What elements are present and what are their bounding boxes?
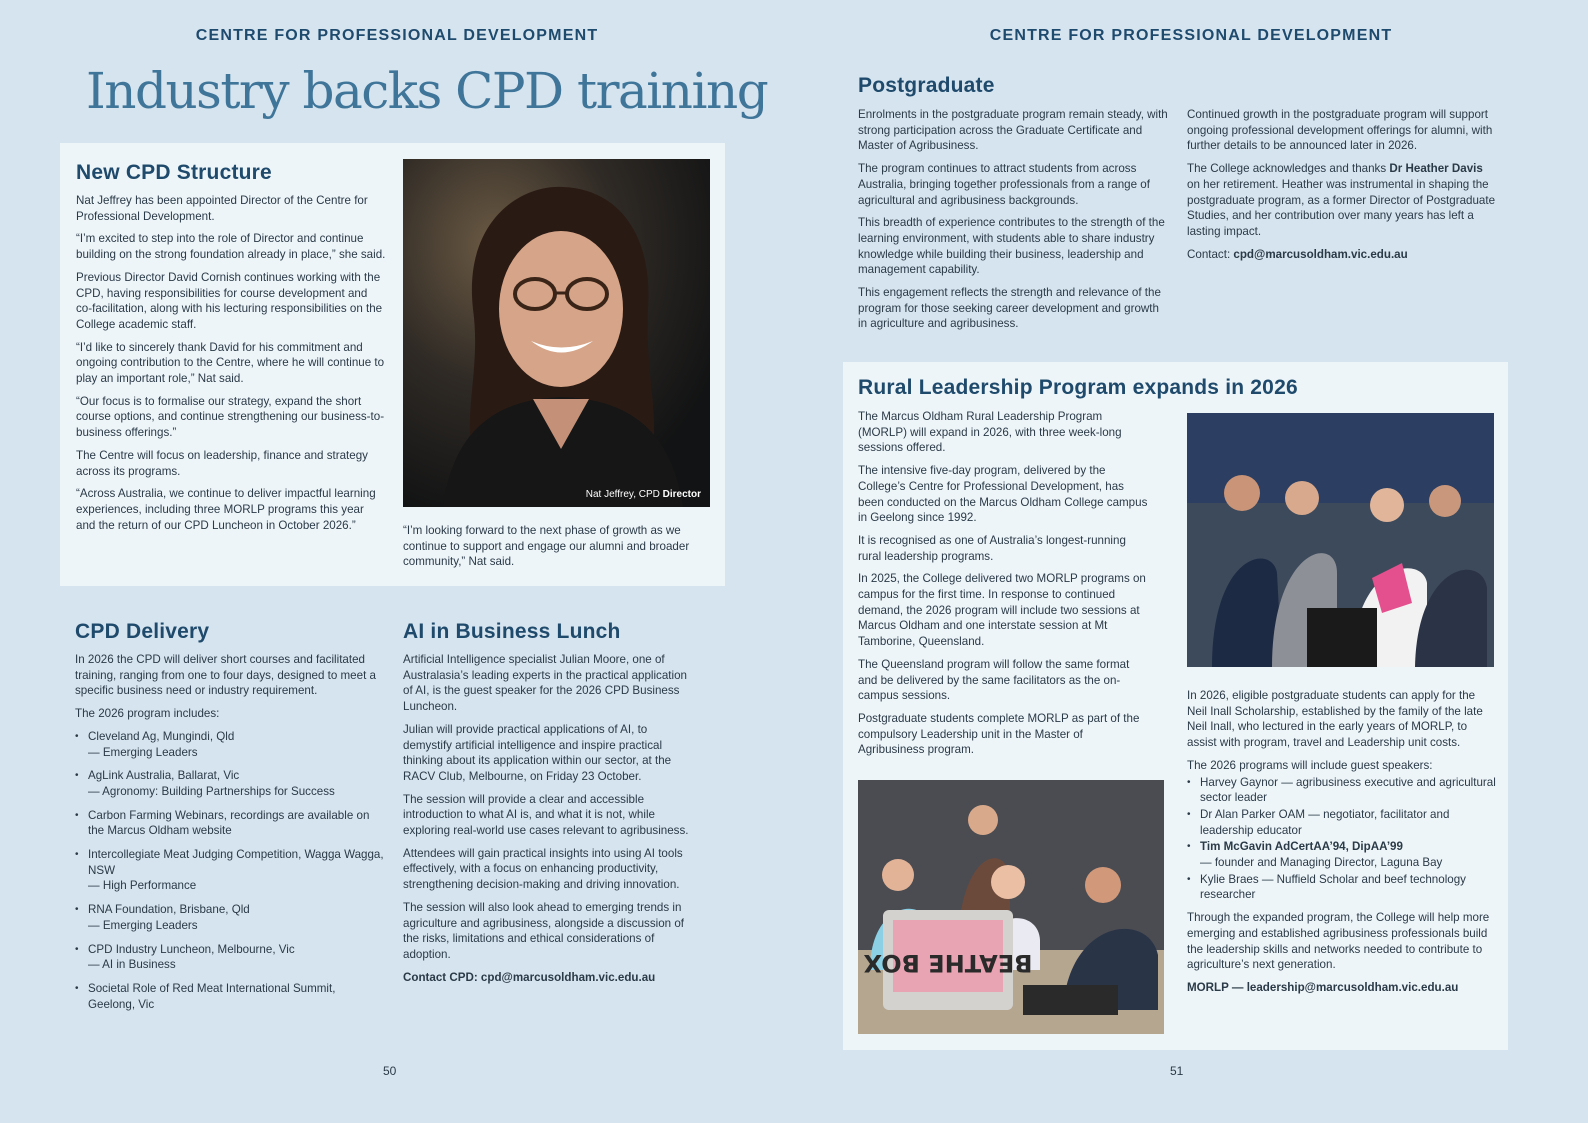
paragraph: The 2026 program includes:: [75, 707, 220, 721]
list-item: • Societal Role of Red Meat International Summit, Geelong, Vic: [75, 981, 385, 1012]
ai-business-lunch-heading: AI in Business Lunch: [403, 620, 621, 643]
paragraph: In 2026, eligible postgraduate students can apply for the Neil Inall Scholarship, established by the family of the late Neil Inall, who lectured in the early years of MORLP, to assist with program, travel and Leadership unit costs.: [1187, 689, 1483, 750]
right-running-header: CENTRE FOR PROFESSIONAL DEVELOPMENT: [989, 27, 1393, 44]
list-item: • Tim McGavin AdCertAA’94, DipAA’99 — founder and Managing Director, Laguna Bay: [1187, 839, 1497, 870]
paragraph: This breadth of experience contributes to the strength of the learning environment, with students able to share industry knowledge while building their business, leadership and management capability.: [858, 216, 1165, 277]
cpd-delivery-heading: CPD Delivery: [75, 620, 210, 643]
paragraph: The 2026 programs will include guest speakers:: [1187, 758, 1433, 772]
new-cpd-structure-heading: New CPD Structure: [76, 161, 272, 184]
ai-business-lunch-section: [403, 620, 695, 992]
paragraph: “I’d like to sincerely thank David for his commitment and ongoing contribution to the Centre, where he will continue to play an important role,” Nat said.: [76, 340, 385, 386]
cpd-delivery-section: [75, 620, 385, 1020]
page-title: Industry backs CPD training: [86, 62, 768, 120]
portrait-illustration: [403, 159, 710, 507]
paragraph: In 2025, the College delivered two MORLP programs on campus for the first time. In response to continued demand, the 2026 program will include two sessions at Marcus Oldham and one interstate session at Mt Tamborine, Queensland.: [858, 572, 1146, 649]
pull-quote: “I’m looking forward to the next phase of growth as we continue to support and engage our alumni and broader community,” Nat said.: [403, 524, 690, 569]
paragraph: Enrolments in the postgraduate program remain steady, with strong participation across the Graduate Certificate and Master of Agribusiness.: [858, 108, 1168, 153]
new-cpd-structure-text: [76, 161, 386, 540]
page-number: 51: [1170, 1064, 1184, 1078]
cpd-contact[interactable]: Contact CPD: cpd@marcusoldham.vic.edu.au: [403, 970, 656, 984]
paragraph: “I’m excited to step into the role of Director and continue building on the strong foundation already in place,” she said.: [76, 232, 386, 262]
paragraph: This engagement reflects the strength and relevance of the program for those seeking career development and growth in agriculture and agribusiness.: [858, 286, 1161, 331]
right-page: [794, 0, 1588, 1123]
postgraduate-column-2: [1187, 107, 1497, 269]
list-item: • Intercollegiate Meat Judging Competition, Wagga Wagga, NSW — High Performance: [75, 847, 385, 894]
workshop-group-photo: [1187, 413, 1494, 667]
list-item: • CPD Industry Luncheon, Melbourne, Vic — AI in Business: [75, 942, 385, 973]
paragraph: Nat Jeffrey has been appointed Director of the Centre for Professional Development.: [76, 194, 368, 223]
list-item: • Cleveland Ag, Mungindi, Qld — Emerging Leaders: [75, 729, 385, 760]
list-item: • Harvey Gaynor — agribusiness executive and agricultural sector leader: [1187, 775, 1497, 806]
new-cpd-structure-panel: [60, 143, 725, 586]
list-item: • Dr Alan Parker OAM — negotiator, facilitator and leadership educator: [1187, 807, 1497, 838]
paragraph: Previous Director David Cornish continues working with the CPD, having responsibilities for course development and co-facilitation, along with his lecturing responsibilities on the College academic staff.: [76, 270, 383, 331]
paragraph: Julian will provide practical applications of AI, to demystify artificial intelligence and inspire practical thinking about its application within our sector, at the RACV Club, Melbourne, on Friday 23 October.: [403, 722, 672, 783]
page-number: 50: [383, 1064, 397, 1078]
paragraph: “Our focus is to formalise our strategy, expand the short course options, and continue strengthening our business-to-business offerings.”: [76, 394, 385, 440]
list-item: • Kylie Braes — Nuffield Scholar and beef technology researcher: [1187, 872, 1497, 903]
paragraph: The Queensland program will follow the same format and be delivered by the same facilitators as the on-campus sessions.: [858, 657, 1130, 703]
paragraph: In 2026 the CPD will deliver short courses and facilitated training, ranging from one to four days, designed to meet a specific business need or industry requirement.: [75, 653, 376, 698]
paragraph: Postgraduate students complete MORLP as part of the compulsory Leadership unit in the Master of Agribusiness program.: [858, 711, 1140, 757]
rural-leadership-column-2: [1187, 688, 1497, 1003]
classroom-photo: [858, 780, 1164, 1034]
paragraph: The intensive five-day program, delivered by the College’s Centre for Professional Development, has been conducted on the Marcus Oldham College campus in Geelong since 1992.: [858, 464, 1148, 525]
paragraph: The session will also look ahead to emerging trends in agriculture and agribusiness, alongside a discussion of the risks, limitations and ethical considerations of adoption.: [403, 900, 684, 961]
list-item: • AgLink Australia, Ballarat, Vic — Agronomy: Building Partnerships for Success: [75, 768, 385, 799]
portrait-photo: [403, 159, 710, 507]
list-item: • RNA Foundation, Brisbane, Qld — Emerging Leaders: [75, 902, 385, 933]
speaker-list: [1187, 775, 1497, 904]
list-item: • Carbon Farming Webinars, recordings are available on the Marcus Oldham website: [75, 808, 385, 839]
postgraduate-column-1: [858, 107, 1170, 339]
paragraph: “Across Australia, we continue to deliver impactful learning experiences, including three MORLP programs this year and the return of our CPD Luncheon in October 2026.”: [76, 487, 376, 532]
workshop-illustration: [1187, 413, 1494, 667]
photo-caption: Nat Jeffrey, CPD Director: [585, 489, 701, 500]
left-running-header: CENTRE FOR PROFESSIONAL DEVELOPMENT: [195, 27, 599, 44]
postgraduate-heading: Postgraduate: [858, 74, 995, 97]
paragraph: The program continues to attract students from across Australia, bringing together professionals from a range of agricultural and agribusiness backgrounds.: [858, 162, 1150, 207]
box-sign-text: BEATHE BOX: [863, 949, 1033, 977]
paragraph: The College acknowledges and thanks Dr Heather Davis on her retirement. Heather was instrumental in shaping the postgraduate program, as a former Director of Postgraduate Studies, and her contribution over many years has left a lasting impact.: [1187, 162, 1496, 238]
postgraduate-contact[interactable]: Contact: cpd@marcusoldham.vic.edu.au: [1187, 247, 1408, 261]
paragraph: Attendees will gain practical insights into using AI tools effectively, with a focus on enhancing productivity, strengthening decision-making and driving innovation.: [403, 846, 683, 892]
paragraph: The session will provide a clear and accessible introduction to what AI is, and what it is not, while exploring real-world use cases relevant to agribusiness.: [403, 792, 689, 838]
rural-leadership-column-1: [858, 409, 1148, 765]
rural-leadership-panel: [843, 362, 1508, 1050]
paragraph: Through the expanded program, the College will help more emerging and established agribusiness professionals build the leadership skills and networks needed to contribute to agriculture’s next generation.: [1187, 911, 1490, 972]
paragraph: Continued growth in the postgraduate program will support ongoing professional development offerings for alumni, with further details to be announced later in 2026.: [1187, 108, 1493, 153]
paragraph: The Marcus Oldham Rural Leadership Program (MORLP) will expand in 2026, with three week-long sessions offered.: [858, 410, 1122, 455]
paragraph: Artificial Intelligence specialist Julian Moore, one of Australasia’s leading experts in the practical application of AI, is the guest speaker for the 2026 CPD Business Luncheon.: [403, 653, 687, 714]
paragraph: It is recognised as one of Australia’s longest-running rural leadership programs.: [858, 533, 1126, 563]
paragraph: The Centre will focus on leadership, finance and strategy across its programs.: [76, 448, 368, 478]
program-list: [75, 729, 385, 1013]
morlp-contact[interactable]: MORLP — leadership@marcusoldham.vic.edu.au: [1187, 980, 1459, 994]
classroom-illustration: [858, 780, 1164, 1034]
rural-leadership-heading: Rural Leadership Program expands in 2026: [858, 376, 1298, 399]
